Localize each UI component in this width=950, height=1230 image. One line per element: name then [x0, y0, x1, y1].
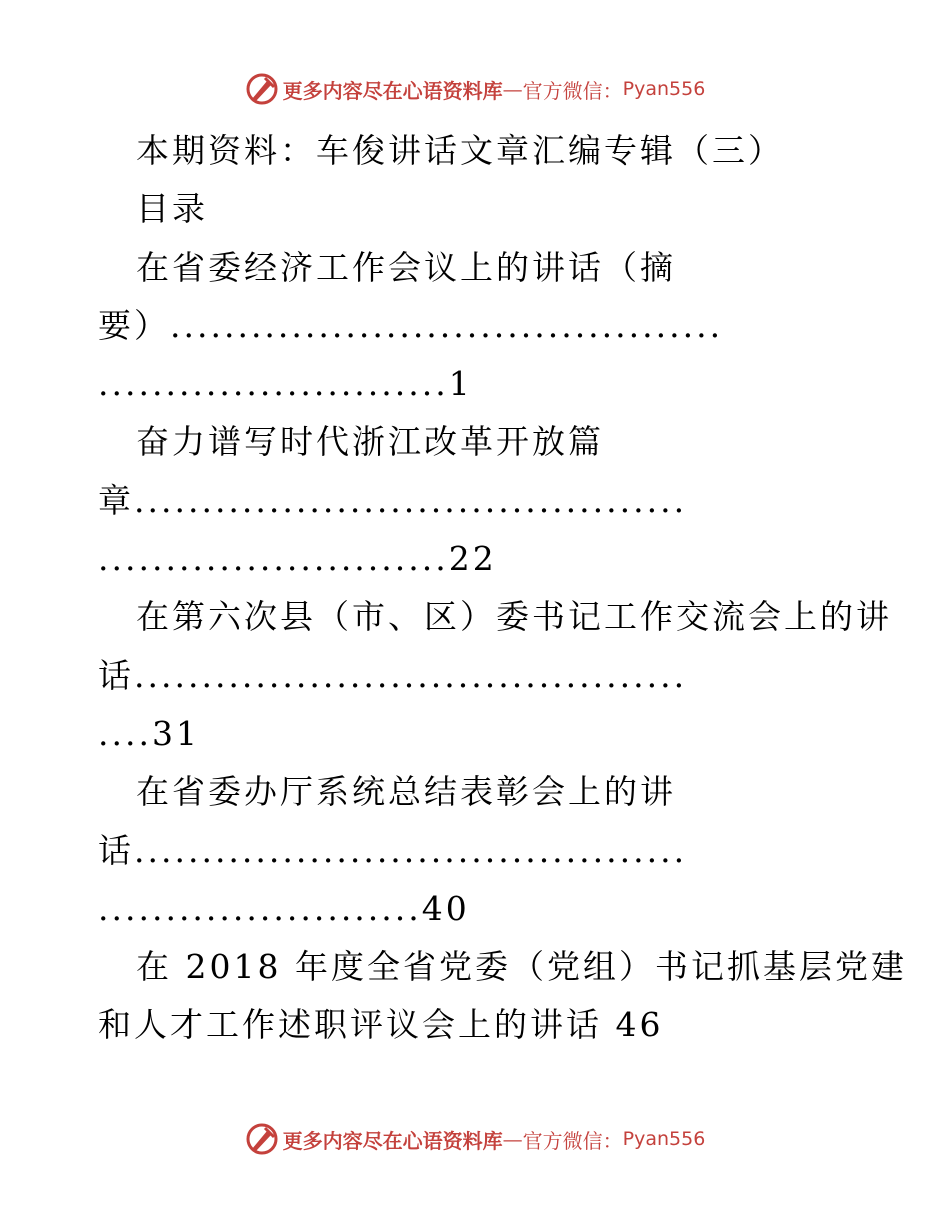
toc-heading: 目录: [136, 189, 208, 229]
toc-line: ........................40: [98, 888, 470, 928]
banner-wechat-id: Pyan556: [622, 1128, 706, 1150]
toc-line: 在 2018 年度全省党委（党组）书记抓基层党建: [136, 947, 907, 987]
banner-brand: 更多内容尽在心语资料库: [282, 1128, 503, 1153]
footer-banner: [0, 1119, 950, 1159]
banner-wechat-label: 官方微信：: [522, 78, 623, 103]
toc-line: ....31: [98, 713, 200, 753]
banner-dash: —: [502, 77, 523, 101]
banner-dash: —: [502, 1127, 523, 1151]
toc-line: 要）.........................................: [98, 305, 724, 345]
toc-line: 话.........................................: [98, 830, 688, 870]
toc-line: 在第六次县（市、区）委书记工作交流会上的讲: [136, 597, 892, 637]
toc-line: ..........................1: [98, 364, 473, 404]
banner-wechat-id: Pyan556: [622, 78, 706, 100]
document-title: 本期资料：车俊讲话文章汇编专辑（三）: [136, 131, 784, 170]
toc-line: 章.........................................: [98, 480, 688, 520]
table-of-contents: [98, 239, 907, 1055]
banner-wechat-label: 官方微信：: [522, 1128, 623, 1153]
toc-line: 和人才工作述职评议会上的讲话 46: [98, 1005, 664, 1045]
header-banner: [0, 69, 950, 109]
toc-line: ..........................22: [98, 539, 497, 579]
pen-nib-logo-icon: [245, 72, 279, 106]
toc-line: 话.........................................: [98, 655, 688, 695]
toc-line: 在省委办厅系统总结表彰会上的讲: [136, 772, 676, 812]
pen-nib-logo-icon: [245, 1122, 279, 1156]
document-body: [98, 122, 907, 1055]
toc-line: 在省委经济工作会议上的讲话（摘: [136, 247, 676, 287]
toc-line: 奋力谱写时代浙江改革开放篇: [136, 422, 604, 462]
banner-brand: 更多内容尽在心语资料库: [282, 78, 503, 103]
